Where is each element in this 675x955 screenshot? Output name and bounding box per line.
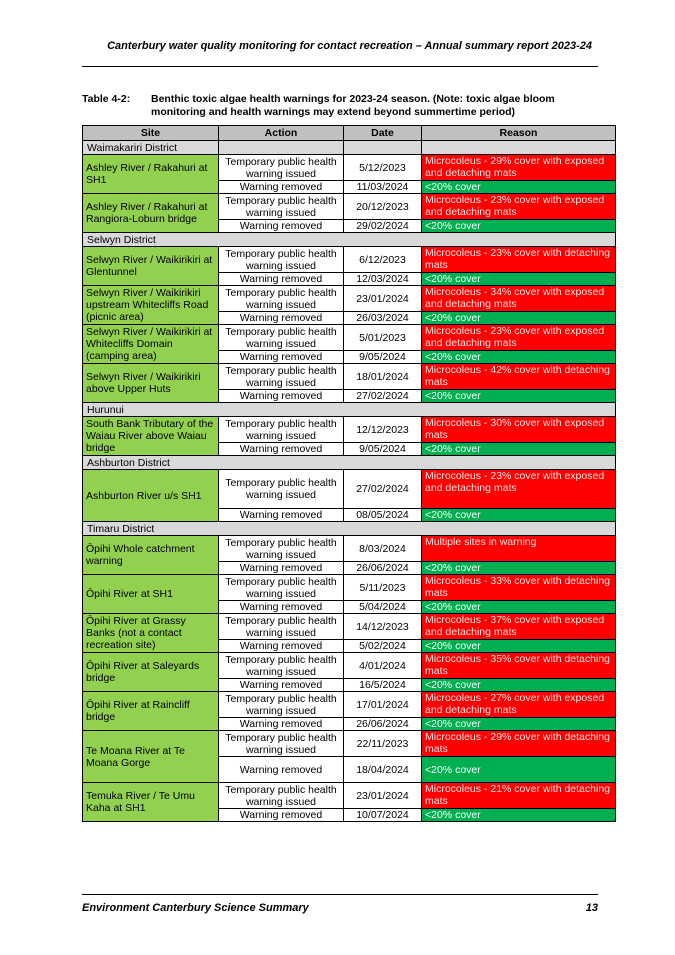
reason-clear: <20% cover bbox=[422, 601, 616, 614]
district-label: Waimakariri District bbox=[83, 141, 219, 155]
removed-date: 9/05/2024 bbox=[344, 351, 422, 364]
reason-clear: <20% cover bbox=[422, 809, 616, 822]
district-row bbox=[83, 403, 616, 417]
issued-date: 23/01/2024 bbox=[344, 286, 422, 312]
warning-issued-row bbox=[83, 286, 616, 312]
action-issued: Temporary public health warning issued bbox=[219, 417, 344, 443]
action-removed: Warning removed bbox=[219, 809, 344, 822]
district-row bbox=[83, 522, 616, 536]
action-issued: Temporary public health warning issued bbox=[219, 155, 344, 181]
district-label: Selwyn District bbox=[83, 233, 616, 247]
reason-clear: <20% cover bbox=[422, 443, 616, 456]
action-removed: Warning removed bbox=[219, 509, 344, 522]
issued-date: 6/12/2023 bbox=[344, 247, 422, 273]
header-reason: Reason bbox=[422, 126, 616, 141]
action-issued: Temporary public health warning issued bbox=[219, 286, 344, 312]
site-name: Ashley River / Rakahuri at SH1 bbox=[83, 155, 219, 194]
action-issued: Temporary public health warning issued bbox=[219, 194, 344, 220]
reason-warning: Microcoleus - 29% cover with detaching mats bbox=[422, 731, 616, 757]
removed-date: 12/03/2024 bbox=[344, 273, 422, 286]
action-removed: Warning removed bbox=[219, 351, 344, 364]
reason-warning: Microcoleus - 35% cover with detaching mats bbox=[422, 653, 616, 679]
action-removed: Warning removed bbox=[219, 181, 344, 194]
header-action: Action bbox=[219, 126, 344, 141]
warning-issued-row bbox=[83, 325, 616, 351]
warning-issued-row bbox=[83, 575, 616, 601]
removed-date: 26/03/2024 bbox=[344, 312, 422, 325]
reason-clear: <20% cover bbox=[422, 757, 616, 783]
warning-issued-row bbox=[83, 417, 616, 443]
warning-issued-row bbox=[83, 783, 616, 809]
header-rule bbox=[82, 66, 598, 67]
removed-date: 18/04/2024 bbox=[344, 757, 422, 783]
reason-clear: <20% cover bbox=[422, 312, 616, 325]
issued-date: 5/12/2023 bbox=[344, 155, 422, 181]
issued-date: 20/12/2023 bbox=[344, 194, 422, 220]
table-header-row bbox=[83, 126, 616, 141]
reason-warning: Microcoleus - 27% cover with exposed and detaching mats bbox=[422, 692, 616, 718]
district-row bbox=[83, 141, 616, 155]
site-name: Selwyn River / Waikirikiri at Glentunnel bbox=[83, 247, 219, 286]
site-name: Selwyn River / Waikirikiri upstream Whitecliffs Road (picnic area) bbox=[83, 286, 219, 325]
reason-warning: Microcoleus - 29% cover with exposed and detaching mats bbox=[422, 155, 616, 181]
removed-date: 29/02/2024 bbox=[344, 220, 422, 233]
issued-date: 5/11/2023 bbox=[344, 575, 422, 601]
reason-warning: Microcoleus - 21% cover with detaching mats bbox=[422, 783, 616, 809]
caption-text: Benthic toxic algae health warnings for 2023-24 season. (Note: toxic algae bloom monitoring and health warnings may extend beyond summertime period) bbox=[151, 93, 555, 118]
district-label: Ashburton District bbox=[83, 456, 616, 470]
page-header: Canterbury water quality monitoring for contact recreation – Annual summary report 2023-24 bbox=[107, 40, 592, 52]
action-issued: Temporary public health warning issued bbox=[219, 364, 344, 390]
action-issued: Temporary public health warning issued bbox=[219, 470, 344, 509]
reason-warning: Microcoleus - 23% cover with exposed and detaching mats bbox=[422, 325, 616, 351]
action-removed: Warning removed bbox=[219, 640, 344, 653]
action-removed: Warning removed bbox=[219, 312, 344, 325]
reason-clear: <20% cover bbox=[422, 640, 616, 653]
removed-date: 08/05/2024 bbox=[344, 509, 422, 522]
action-removed: Warning removed bbox=[219, 273, 344, 286]
reason-clear: <20% cover bbox=[422, 509, 616, 522]
district-label: Hurunui bbox=[83, 403, 616, 417]
action-issued: Temporary public health warning issued bbox=[219, 325, 344, 351]
site-name: Ōpihi River at Raincliff bridge bbox=[83, 692, 219, 731]
action-issued: Temporary public health warning issued bbox=[219, 692, 344, 718]
action-removed: Warning removed bbox=[219, 562, 344, 575]
warning-issued-row bbox=[83, 364, 616, 390]
warning-issued-row bbox=[83, 614, 616, 640]
site-name: Selwyn River / Waikirikiri above Upper Huts bbox=[83, 364, 219, 403]
action-issued: Temporary public health warning issued bbox=[219, 653, 344, 679]
warning-issued-row bbox=[83, 155, 616, 181]
action-issued: Temporary public health warning issued bbox=[219, 247, 344, 273]
site-name: Ōpihi River at SH1 bbox=[83, 575, 219, 614]
site-name: Ōpihi River at Grassy Banks (not a contact recreation site) bbox=[83, 614, 219, 653]
reason-warning: Microcoleus - 23% cover with exposed and detaching mats bbox=[422, 470, 616, 509]
issued-date: 27/02/2024 bbox=[344, 470, 422, 509]
warning-issued-row bbox=[83, 470, 616, 509]
warning-issued-row bbox=[83, 247, 616, 273]
action-removed: Warning removed bbox=[219, 220, 344, 233]
reason-warning: Microcoleus - 23% cover with detaching mats bbox=[422, 247, 616, 273]
removed-date: 26/06/2024 bbox=[344, 562, 422, 575]
page-number: 13 bbox=[585, 902, 598, 914]
removed-date: 9/05/2024 bbox=[344, 443, 422, 456]
reason-warning: Microcoleus - 30% cover with exposed mats bbox=[422, 417, 616, 443]
issued-date: 23/01/2024 bbox=[344, 783, 422, 809]
site-name: South Bank Tributary of the Waiau River above Waiau bridge bbox=[83, 417, 219, 456]
reason-clear: <20% cover bbox=[422, 220, 616, 233]
caption-label: Table 4-2: bbox=[82, 93, 131, 105]
header-site: Site bbox=[83, 126, 219, 141]
site-name: Selwyn River / Waikirikiri at Whitecliffs Domain (camping area) bbox=[83, 325, 219, 364]
district-row bbox=[83, 456, 616, 470]
reason-clear: <20% cover bbox=[422, 181, 616, 194]
issued-date: 12/12/2023 bbox=[344, 417, 422, 443]
reason-warning: Microcoleus - 34% cover with exposed and detaching mats bbox=[422, 286, 616, 312]
reason-warning: Microcoleus - 37% cover with exposed and detaching mats bbox=[422, 614, 616, 640]
reason-clear: <20% cover bbox=[422, 562, 616, 575]
footer-rule bbox=[82, 894, 598, 895]
warning-issued-row bbox=[83, 692, 616, 718]
reason-warning: Microcoleus - 42% cover with detaching mats bbox=[422, 364, 616, 390]
reason-warning: Microcoleus - 23% cover with exposed and detaching mats bbox=[422, 194, 616, 220]
action-issued: Temporary public health warning issued bbox=[219, 731, 344, 757]
action-removed: Warning removed bbox=[219, 443, 344, 456]
action-issued: Temporary public health warning issued bbox=[219, 614, 344, 640]
action-removed: Warning removed bbox=[219, 679, 344, 692]
removed-date: 11/03/2024 bbox=[344, 181, 422, 194]
issued-date: 5/01/2023 bbox=[344, 325, 422, 351]
reason-clear: <20% cover bbox=[422, 351, 616, 364]
issued-date: 14/12/2023 bbox=[344, 614, 422, 640]
warning-issued-row bbox=[83, 194, 616, 220]
warning-issued-row bbox=[83, 731, 616, 757]
action-removed: Warning removed bbox=[219, 757, 344, 783]
site-name: Te Moana River at Te Moana Gorge bbox=[83, 731, 219, 783]
reason-clear: <20% cover bbox=[422, 390, 616, 403]
issued-date: 22/11/2023 bbox=[344, 731, 422, 757]
site-name: Ōpihi Whole catchment warning bbox=[83, 536, 219, 575]
issued-date: 18/01/2024 bbox=[344, 364, 422, 390]
reason-warning: Microcoleus - 33% cover with detaching mats bbox=[422, 575, 616, 601]
site-name: Ashley River / Rakahuri at Rangiora-Loburn bridge bbox=[83, 194, 219, 233]
removed-date: 26/06/2024 bbox=[344, 718, 422, 731]
header-date: Date bbox=[344, 126, 422, 141]
issued-date: 4/01/2024 bbox=[344, 653, 422, 679]
district-row bbox=[83, 233, 616, 247]
removed-date: 10/07/2024 bbox=[344, 809, 422, 822]
action-issued: Temporary public health warning issued bbox=[219, 783, 344, 809]
site-name: Temuka River / Te Umu Kaha at SH1 bbox=[83, 783, 219, 822]
removed-date: 5/04/2024 bbox=[344, 601, 422, 614]
removed-date: 16/5/2024 bbox=[344, 679, 422, 692]
reason-clear: <20% cover bbox=[422, 679, 616, 692]
action-removed: Warning removed bbox=[219, 718, 344, 731]
warning-issued-row bbox=[83, 536, 616, 562]
reason-clear: <20% cover bbox=[422, 273, 616, 286]
reason-clear: <20% cover bbox=[422, 718, 616, 731]
issued-date: 17/01/2024 bbox=[344, 692, 422, 718]
health-warnings-table bbox=[82, 125, 616, 822]
action-removed: Warning removed bbox=[219, 601, 344, 614]
removed-date: 27/02/2024 bbox=[344, 390, 422, 403]
footer-title: Environment Canterbury Science Summary bbox=[82, 902, 309, 914]
reason-warning: Multiple sites in warning bbox=[422, 536, 616, 562]
action-issued: Temporary public health warning issued bbox=[219, 575, 344, 601]
district-label: Timaru District bbox=[83, 522, 616, 536]
action-removed: Warning removed bbox=[219, 390, 344, 403]
action-issued: Temporary public health warning issued bbox=[219, 536, 344, 562]
site-name: Ashburton River u/s SH1 bbox=[83, 470, 219, 522]
issued-date: 8/03/2024 bbox=[344, 536, 422, 562]
warning-issued-row bbox=[83, 653, 616, 679]
site-name: Ōpihi River at Saleyards bridge bbox=[83, 653, 219, 692]
removed-date: 5/02/2024 bbox=[344, 640, 422, 653]
